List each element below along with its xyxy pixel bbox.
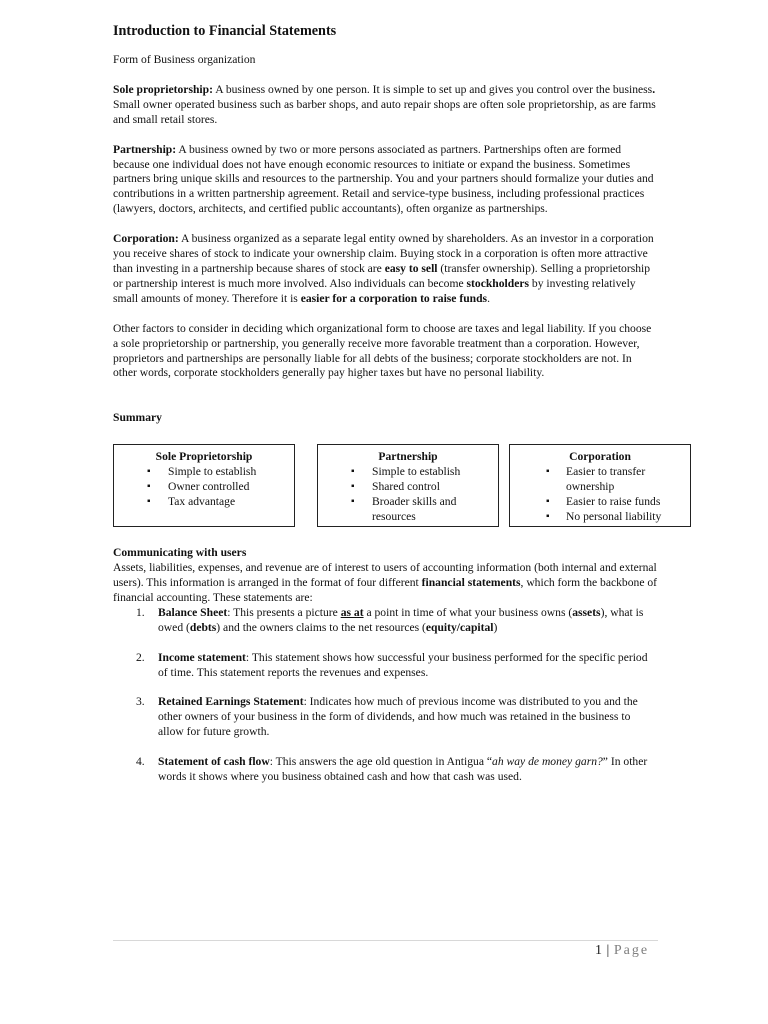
page-number: 1 [595,943,603,958]
statements-list [113,606,658,785]
summary-bullet: ▪ Easier to transfer ownership [516,464,684,494]
summary-box-title: Corporation [569,450,631,464]
summary-bullet: ▪ Easier to raise funds [516,494,684,509]
list-item: 3. Retained Earnings Statement: Indicates how much of previous income was distributed to you and the other owners of your business in the form of dividends, and how much was retained in the business to allow for future growth. [136,695,638,739]
section-subtitle: Form of Business organization [113,53,256,66]
summary-heading: Summary [113,411,162,425]
summary-bullet: ▪ Simple to establish [120,464,288,479]
corporation-term: Corporation: [113,232,179,246]
summary-bullet: ▪ Owner controlled [120,479,288,494]
summary-box-corporation [509,444,691,527]
sole-proprietorship-paragraph: Sole proprietorship: A business owned by one person. It is simple to set up and gives you control over the business. Small owner operated business such as barber shops, and auto repair shops are often sole proprietorship, as are farms and small retail stores. [113,82,656,126]
corporation-paragraph: Corporation: A business organized as a separate legal entity owned by shareholders. As an investor in a corporation you receive shares of stock to indicate your ownership claim. Buying stock in a corporation is often more attractive than investing in a partnership because shares of stock are easy to sell (transfer ownership). Selling a proprietorship or partnership interest is much more involved. Also individuals can become stockholders by investing relatively small amounts of money. Therefore it is easier for a corporation to raise funds. [113,232,654,305]
partnership-paragraph: Partnership: A business owned by two or more persons associated as partners. Partnerships often are formed because one individual does not have enough economic resources to initiate or expand the business. Sometimes partners bring unique skills and resources to the partnership. You and your partners should formalize your duties and contributions in a written partnership agreement. Retail and service-type business, including professional practices (lawyers, doctors, architects, and certified public accountants), often organize as partnerships. [113,142,654,216]
list-item: 1. Balance Sheet: This presents a picture as at a point in time of what your business owns (assets), what is owed (debts) and the owners claims to the net resources (equity/capital) [136,605,644,634]
summary-bullet: ▪ Shared control [324,479,492,494]
footer-divider [113,940,658,941]
sole-proprietorship-term: Sole proprietorship: [113,82,213,96]
summary-bullet: ▪ Broader skills and resources [324,494,492,524]
summary-box-sole-proprietorship [113,444,295,527]
summary-box-title: Partnership [378,450,438,464]
list-item: 2. Income statement: This statement shows how successful your business performed for the specific period of time. This statement reports the revenues and expenses. [136,650,648,679]
document-body [113,22,662,785]
page-title: Introduction to Financial Statements [113,23,337,39]
summary-bullet: ▪ Simple to establish [324,464,492,479]
communicating-paragraph: Assets, liabilities, expenses, and revenue are of interest to users of accounting information (both internal and external users). This information is arranged in the format of four different financial statements, which form the backbone of financial accounting. These statements are: [113,561,658,604]
list-item: 4. Statement of cash flow: This answers the age old question in Antigua “ah way de money garn?” In other words it shows where you business obtained cash and how that cash was used. [136,755,648,784]
communicating-heading: Communicating with users [113,546,247,560]
summary-bullet: ▪ No personal liability [516,509,684,524]
page-label: Page [613,943,650,958]
summary-bullet: ▪ Tax advantage [120,494,288,509]
summary-box-partnership [317,444,499,527]
summary-boxes [113,444,662,529]
summary-box-title: Sole Proprietorship [155,450,253,464]
factors-paragraph: Other factors to consider in deciding which organizational form to choose are taxes and legal liability. If you choose a sole proprietorship or partnership, you generally receive more favorable treatment than a corporation. However, proprietors and partnerships are personally liable for all debts of the business; corporate stockholders are not. In other words, corporate stockholders generally pay higher taxes but have no personal liability. [113,321,652,380]
page-footer: 1 | Page [595,943,650,958]
partnership-term: Partnership: [113,142,177,156]
